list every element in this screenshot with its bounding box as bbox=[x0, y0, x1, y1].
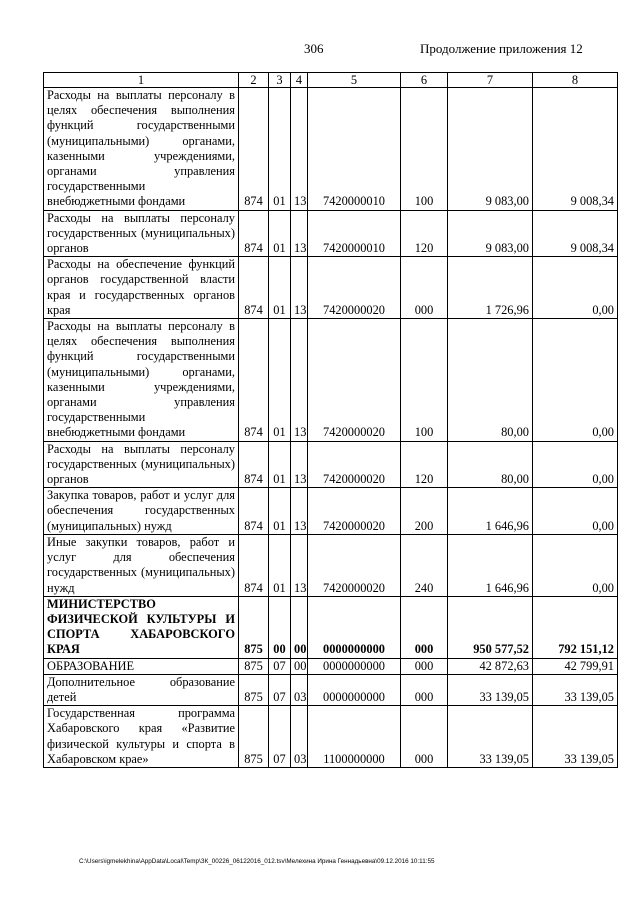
subsection-code: 00 bbox=[291, 596, 308, 658]
table-row bbox=[44, 706, 618, 768]
expense-type-code: 240 bbox=[401, 534, 448, 596]
amount-col7: 80,00 bbox=[448, 441, 533, 488]
table-row bbox=[44, 534, 618, 596]
target-article-code: 0000000000 bbox=[308, 674, 401, 705]
ministry-code: 874 bbox=[239, 210, 269, 257]
table-row bbox=[44, 488, 618, 535]
subsection-code: 03 bbox=[291, 706, 308, 768]
target-article-code: 7420000010 bbox=[308, 210, 401, 257]
amount-col7: 950 577,52 bbox=[448, 596, 533, 658]
subsection-code: 13 bbox=[291, 88, 308, 211]
target-article-code: 0000000000 bbox=[308, 596, 401, 658]
amount-col8: 42 799,91 bbox=[533, 658, 618, 674]
ministry-code: 874 bbox=[239, 88, 269, 211]
ministry-code: 874 bbox=[239, 488, 269, 535]
section-code: 01 bbox=[269, 319, 291, 442]
amount-col7: 1 646,96 bbox=[448, 534, 533, 596]
section-code: 01 bbox=[269, 441, 291, 488]
target-article-code: 7420000020 bbox=[308, 534, 401, 596]
target-article-code: 7420000010 bbox=[308, 88, 401, 211]
amount-col8: 792 151,12 bbox=[533, 596, 618, 658]
amount-col8: 0,00 bbox=[533, 257, 618, 319]
section-code: 00 bbox=[269, 596, 291, 658]
ministry-code: 875 bbox=[239, 658, 269, 674]
amount-col8: 33 139,05 bbox=[533, 706, 618, 768]
column-header: 2 bbox=[239, 73, 269, 88]
subsection-code: 13 bbox=[291, 210, 308, 257]
target-article-code: 7420000020 bbox=[308, 257, 401, 319]
amount-col8: 0,00 bbox=[533, 534, 618, 596]
subsection-code: 03 bbox=[291, 674, 308, 705]
expense-name: Расходы на выплаты персоналу государственных (муниципальных) органов bbox=[44, 441, 239, 488]
section-code: 07 bbox=[269, 706, 291, 768]
subsection-code: 13 bbox=[291, 319, 308, 442]
table-row bbox=[44, 319, 618, 442]
table-row bbox=[44, 88, 618, 211]
expense-name: Государственная программа Хабаровского края «Развитие физической культуры и спорта в Хабаровском крае» bbox=[44, 706, 239, 768]
column-header: 4 bbox=[291, 73, 308, 88]
section-code: 01 bbox=[269, 88, 291, 211]
section-code: 07 bbox=[269, 658, 291, 674]
appendix-continuation: Продолжение приложения 12 bbox=[420, 41, 583, 56]
column-header: 6 bbox=[401, 73, 448, 88]
ministry-name: МИНИСТЕРСТВО ФИЗИЧЕСКОЙ КУЛЬТУРЫ И СПОРТА ХАБАРОВСКОГО КРАЯ bbox=[44, 596, 239, 658]
expense-type-code: 000 bbox=[401, 658, 448, 674]
subsection-code: 00 bbox=[291, 658, 308, 674]
amount-col7: 80,00 bbox=[448, 319, 533, 442]
ministry-code: 874 bbox=[239, 534, 269, 596]
section-code: 01 bbox=[269, 257, 291, 319]
ministry-code: 875 bbox=[239, 706, 269, 768]
ministry-code: 875 bbox=[239, 596, 269, 658]
file-path-footer: C:\Users\igmelekhina\AppData\Local\Temp\ЗК_00226_06122016_012.tsv\Мелехина Ирина Геннадьевна\09.12.2016 10:11:55 bbox=[79, 858, 435, 865]
section-code: 01 bbox=[269, 488, 291, 535]
target-article-code: 7420000020 bbox=[308, 441, 401, 488]
expense-name: Расходы на выплаты персоналу в целях обеспечения выполнения функций государственными (муниципальными) органами, казенными учреждениями, органами управления государственными внебюджетными фондами bbox=[44, 88, 239, 211]
expense-type-code: 200 bbox=[401, 488, 448, 535]
amount-col8: 33 139,05 bbox=[533, 674, 618, 705]
subsection-code: 13 bbox=[291, 488, 308, 535]
expense-type-code: 000 bbox=[401, 674, 448, 705]
column-header: 5 bbox=[308, 73, 401, 88]
target-article-code: 0000000000 bbox=[308, 658, 401, 674]
amount-col7: 1 726,96 bbox=[448, 257, 533, 319]
column-header: 8 bbox=[533, 73, 618, 88]
amount-col7: 33 139,05 bbox=[448, 706, 533, 768]
column-header: 1 bbox=[44, 73, 239, 88]
expense-name: Иные закупки товаров, работ и услуг для обеспечения государственных (муниципальных) нужд bbox=[44, 534, 239, 596]
expense-type-code: 000 bbox=[401, 596, 448, 658]
ministry-code: 875 bbox=[239, 674, 269, 705]
amount-col8: 9 008,34 bbox=[533, 88, 618, 211]
expense-type-code: 100 bbox=[401, 319, 448, 442]
amount-col8: 0,00 bbox=[533, 319, 618, 442]
subsection-code: 13 bbox=[291, 441, 308, 488]
expense-name: Дополнительное образование детей bbox=[44, 674, 239, 705]
section-code: 01 bbox=[269, 210, 291, 257]
target-article-code: 7420000020 bbox=[308, 488, 401, 535]
subsection-code: 13 bbox=[291, 257, 308, 319]
expense-name: Расходы на обеспечение функций органов государственной власти края и государственных органов края bbox=[44, 257, 239, 319]
amount-col7: 1 646,96 bbox=[448, 488, 533, 535]
amount-col8: 0,00 bbox=[533, 441, 618, 488]
subsection-code: 13 bbox=[291, 534, 308, 596]
ministry-code: 874 bbox=[239, 257, 269, 319]
expense-type-code: 000 bbox=[401, 706, 448, 768]
section-code: 07 bbox=[269, 674, 291, 705]
table-row-ministry-total bbox=[44, 596, 618, 658]
amount-col7: 33 139,05 bbox=[448, 674, 533, 705]
ministry-code: 874 bbox=[239, 319, 269, 442]
expense-type-code: 000 bbox=[401, 257, 448, 319]
expense-type-code: 100 bbox=[401, 88, 448, 211]
amount-col8: 9 008,34 bbox=[533, 210, 618, 257]
amount-col7: 9 083,00 bbox=[448, 210, 533, 257]
ministry-code: 874 bbox=[239, 441, 269, 488]
table-row bbox=[44, 658, 618, 674]
column-header: 7 bbox=[448, 73, 533, 88]
page-number: 306 bbox=[304, 41, 324, 56]
expense-name: Закупка товаров, работ и услуг для обеспечения государственных (муниципальных) нужд bbox=[44, 488, 239, 535]
budget-table bbox=[43, 72, 618, 768]
amount-col7: 42 872,63 bbox=[448, 658, 533, 674]
expense-name: ОБРАЗОВАНИЕ bbox=[44, 658, 239, 674]
table-row bbox=[44, 210, 618, 257]
amount-col7: 9 083,00 bbox=[448, 88, 533, 211]
section-code: 01 bbox=[269, 534, 291, 596]
table-header-row bbox=[44, 73, 618, 88]
expense-name: Расходы на выплаты персоналу государственных (муниципальных) органов bbox=[44, 210, 239, 257]
table-row bbox=[44, 257, 618, 319]
expense-type-code: 120 bbox=[401, 210, 448, 257]
table-row bbox=[44, 674, 618, 705]
table-row bbox=[44, 441, 618, 488]
target-article-code: 7420000020 bbox=[308, 319, 401, 442]
column-header: 3 bbox=[269, 73, 291, 88]
amount-col8: 0,00 bbox=[533, 488, 618, 535]
target-article-code: 1100000000 bbox=[308, 706, 401, 768]
expense-name: Расходы на выплаты персоналу в целях обеспечения выполнения функций государственными (муниципальными) органами, казенными учреждениями, органами управления государственными внебюджетными фондами bbox=[44, 319, 239, 442]
expense-type-code: 120 bbox=[401, 441, 448, 488]
